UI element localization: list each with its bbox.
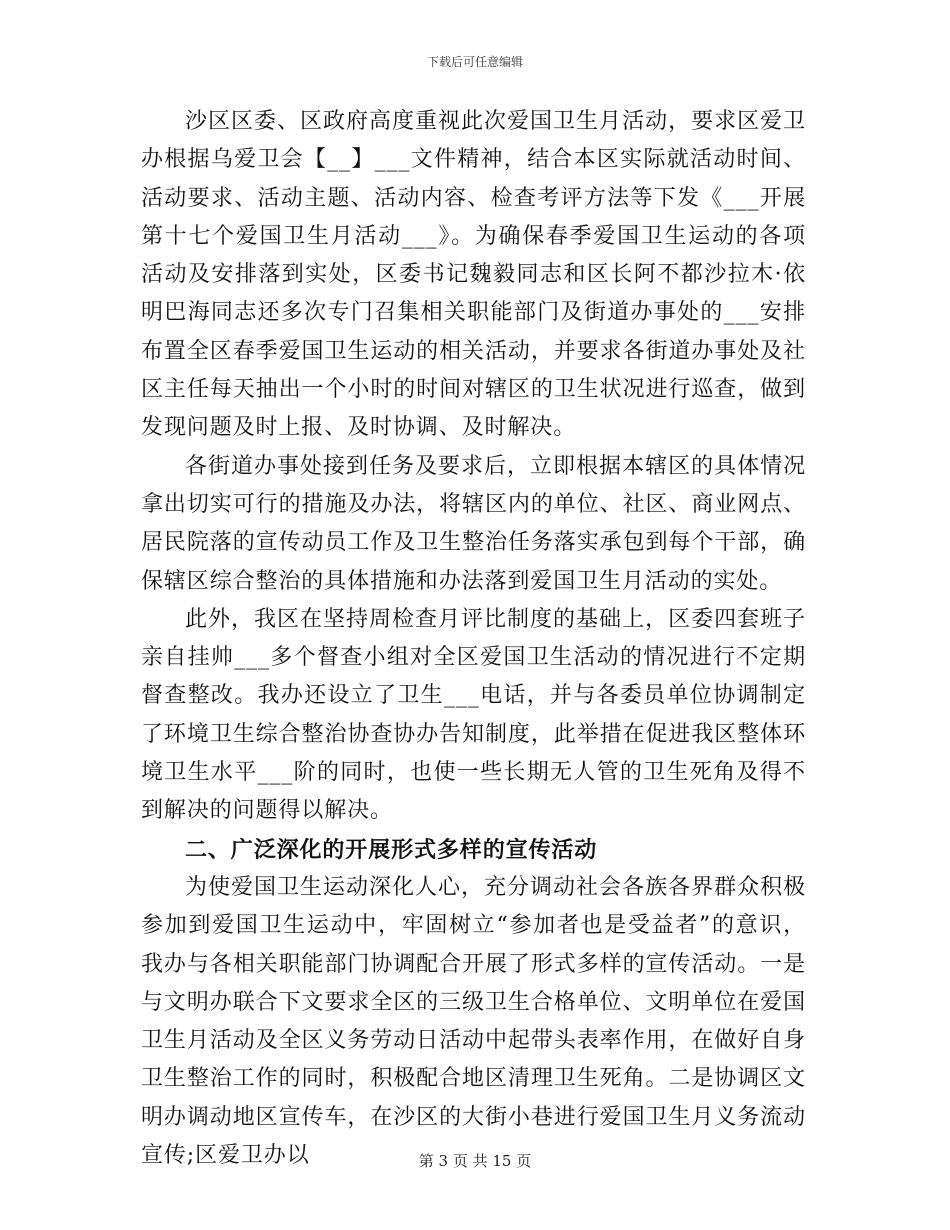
document-body [141, 103, 806, 1175]
page-number: 第 3 页 共 15 页 [418, 1152, 532, 1170]
body-paragraph-2: 各街道办事处接到任务及要求后，立即根据本辖区的具体情况拿出切实可行的措施及办法，将辖区内的单位、社区、商业网点、居民院落的宣传动员工作及卫生整治任务落实承包到每个干部，确保辖区综合整治的具体措施和办法落到爱国卫生月活动的实处。 [141, 453, 806, 594]
section-heading: 二、广泛深化的开展形式多样的宣传活动 [185, 836, 598, 863]
body-paragraph-1: 沙区区委、区政府高度重视此次爱国卫生月活动，要求区爱卫办根据乌爱卫会【__】___文件精神，结合本区实际就活动时间、活动要求、活动主题、活动内容、检查考评方法等下发《___开展第十七个爱国卫生月活动___》。为确保春季爱国卫生运动的各项活动及安排落到实处，区委书记魏毅同志和区长阿不都沙拉木·依明巴海同志还多次专门召集相关职能部门及街道办事处的___安排布置全区春季爱国卫生运动的相关活动，并要求各街道办事处及社区主任每天抽出一个小时的时间对辖区的卫生状况进行巡查，做到发现问题及时上报、及时协调、及时解决。 [141, 109, 806, 441]
page-header: 下载后可任意编辑 [426, 55, 523, 69]
body-paragraph-4: 为使爱国卫生运动深化人心，充分调动社会各族各界群众积极参加到爱国卫生运动中，牢固树立“参加者也是受益者”的意识，我办与各相关职能部门协调配合开展了形式多样的宣传活动。一是与文明办联合下文要求全区的三级卫生合格单位、文明单位在爱国卫生月活动及全区义务劳动日活动中起带头表率作用，在做好自身卫生整治工作的同时，积极配合地区清理卫生死角。二是协调区文明办调动地区宣传车，在沙区的大街小巷进行爱国卫生月义务流动宣传;区爱卫办以 [141, 874, 806, 1169]
body-paragraph-3: 此外，我区在坚持周检查月评比制度的基础上，区委四套班子亲自挂帅___多个督查小组对全区爱国卫生活动的情况进行不定期督查整改。我办还设立了卫生___电话，并与各委员单位协调制定了环境卫生综合整治协查协办告知制度，此举措在促进我区整体环境卫生水平___阶的同时，也使一些长期无人管的卫生死角及得不到解决的问题得以解决。 [141, 606, 806, 824]
